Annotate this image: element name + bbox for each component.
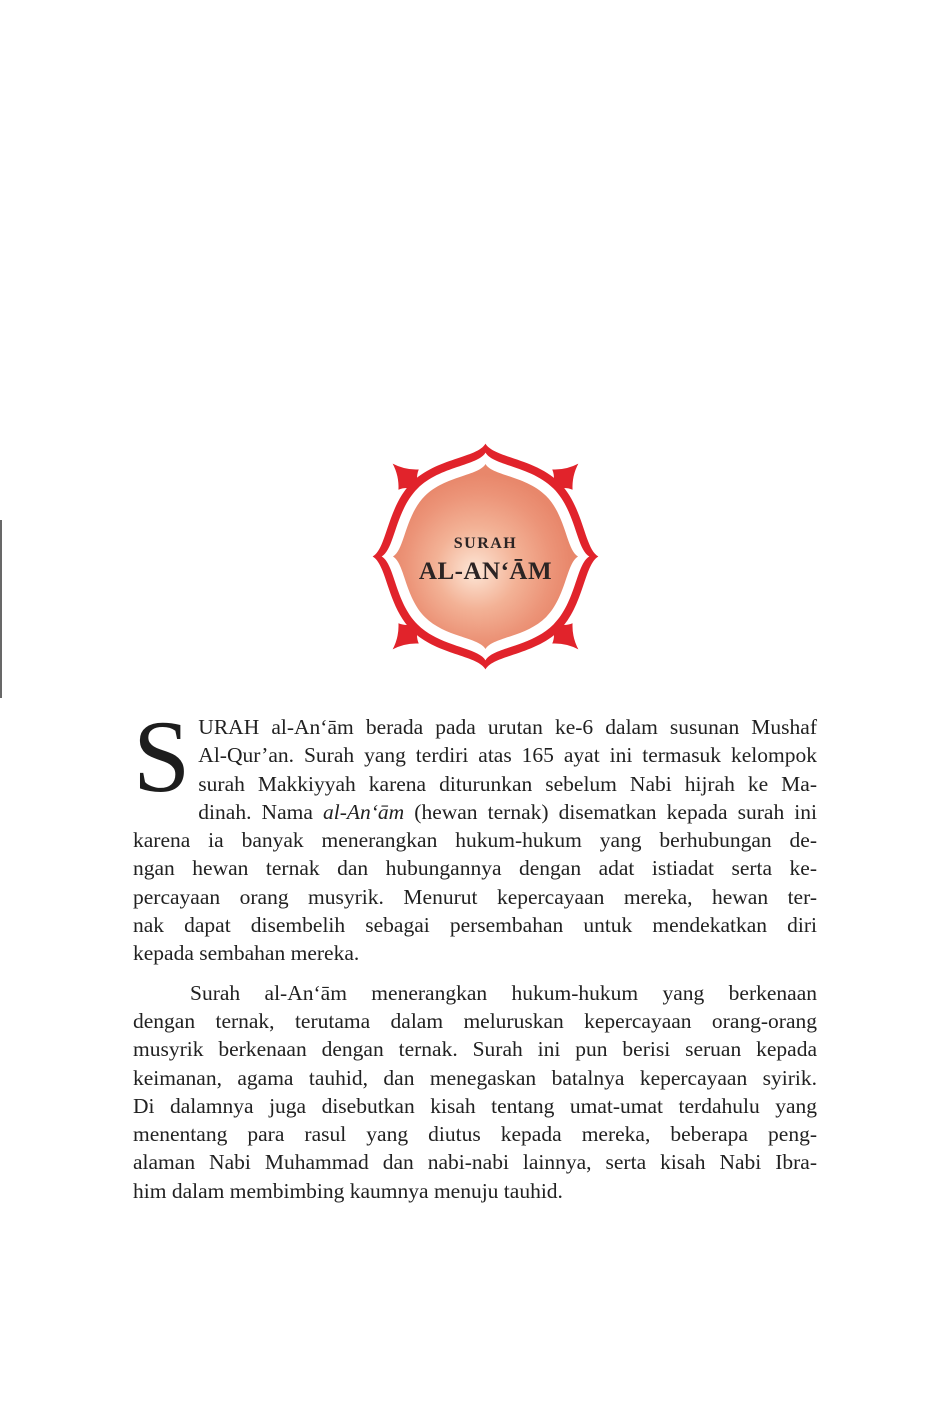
medallion-surah-name: AL-AN‘ĀM — [418, 558, 553, 585]
medallion-title — [347, 418, 624, 695]
text-line: Al-Qur’an. Surah yang terdiri atas 165 ayat ini termasuk kelompok — [198, 743, 817, 768]
text-line: musyrik berkenaan dengan ternak. Surah ini pun berisi seruan kepada — [133, 1037, 817, 1062]
text-line: keimanan, agama tauhid, dan menegaskan batalnya kepercayaan syirik. — [133, 1065, 817, 1090]
drop-cap: S — [133, 700, 191, 814]
text-line: surah Makkiyyah karena diturunkan sebelum Nabi hijrah ke Ma- — [198, 771, 817, 796]
medallion-surah-label: SURAH — [453, 535, 518, 552]
intro-paragraph-2 — [133, 979, 817, 1205]
intro-paragraph-1 — [133, 700, 817, 968]
intro-section — [133, 700, 817, 1205]
text-line: dengan ternak, terutama dalam meluruskan kepercayaan orang-orang — [133, 1008, 817, 1033]
text-line: nak dapat disembelih sebagai persembahan untuk mendekatkan diri — [133, 913, 817, 938]
surah-medallion — [347, 418, 624, 695]
text-line: URAH al-An‘ām berada pada urutan ke-6 dalam susunan Mushaf — [198, 715, 817, 739]
text-line: percayaan orang musyrik. Menurut kepercayaan mereka, hewan ter- — [133, 884, 817, 909]
paragraph-lines — [133, 979, 817, 1205]
text-line: dinah. Nama al-An‘ām (hewan ternak) disematkan kepada surah ini — [198, 799, 817, 824]
paragraph-lines — [133, 700, 817, 968]
text-line: kepada sembahan mereka. — [133, 941, 360, 966]
text-line: Surah al-An‘ām menerangkan hukum-hukum yang berkenaan — [190, 980, 817, 1005]
text-line: menentang para rasul yang diutus kepada mereka, beberapa peng- — [133, 1122, 817, 1147]
text-line: ngan hewan ternak dan hubungannya dengan adat istiadat serta ke- — [133, 856, 817, 881]
text-line: alaman Nabi Muhammad dan nabi-nabi lainnya, serta kisah Nabi Ibra- — [133, 1150, 817, 1175]
text-line: karena ia banyak menerangkan hukum-hukum yang berhubungan de- — [133, 828, 817, 853]
text-line: him dalam membimbing kaumnya menuju tauhid. — [133, 1178, 563, 1203]
scan-edge-artifact — [0, 520, 2, 698]
text-line: Di dalamnya juga disebutkan kisah tentang umat-umat terdahulu yang — [133, 1093, 817, 1118]
